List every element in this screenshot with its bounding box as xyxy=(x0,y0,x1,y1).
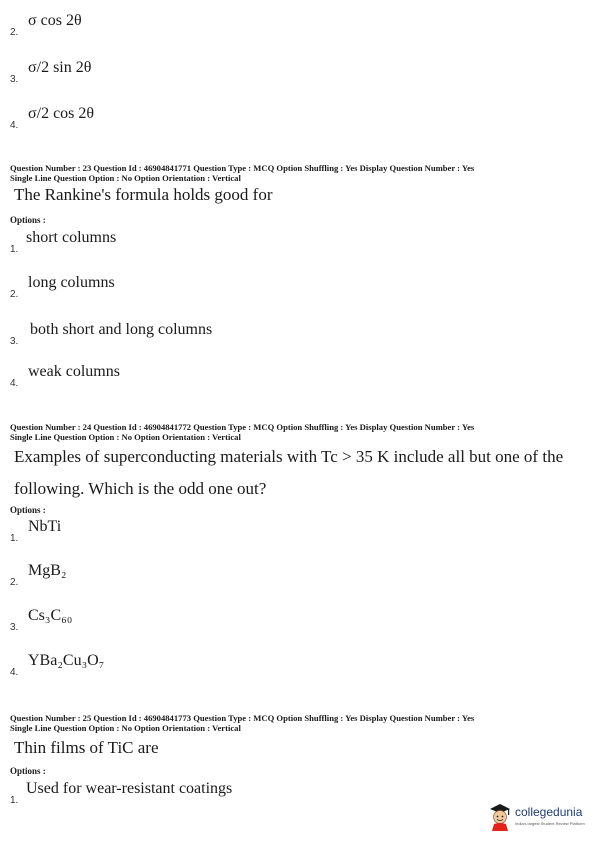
option-text: σ cos 2θ xyxy=(28,12,82,29)
question-meta-line: Question Number : 25 Question Id : 46904841773 Question Type : MCQ Option Shuffling : Yes Display Question Number : Yes xyxy=(10,713,475,723)
logo-wordmark: collegedunia xyxy=(515,805,583,819)
option-text: σ/2 sin 2θ xyxy=(28,59,92,76)
option-text: long columns xyxy=(28,274,115,291)
question-meta-line: Single Line Question Option : No Option Orientation : Vertical xyxy=(10,722,241,733)
question-meta-line: Single Line Question Option : No Option Orientation : Vertical xyxy=(10,431,241,442)
option-number: 2. xyxy=(10,27,19,38)
question-text: The Rankine's formula holds good for xyxy=(14,185,273,204)
option-number: 3. xyxy=(10,74,19,85)
question-meta-line: Single Line Question Option : No Option Orientation : Vertical xyxy=(10,172,241,183)
question-meta xyxy=(10,423,474,442)
logo-tagline: India's largest Student Review Platform xyxy=(515,821,585,826)
question-text-line: following. Which is the odd one out? xyxy=(14,479,267,498)
question-meta xyxy=(10,164,474,183)
question-meta-line: Question Number : 24 Question Id : 46904841772 Question Type : MCQ Option Shuffling : Yes Display Question Number : Yes xyxy=(10,422,475,432)
option-number: 4. xyxy=(10,667,19,678)
option-number: 3. xyxy=(10,622,19,633)
question-meta xyxy=(10,714,474,733)
options-label: Options : xyxy=(10,505,46,515)
option-number: 1. xyxy=(10,244,19,255)
question-text: Thin films of TiC are xyxy=(14,738,159,757)
option-number: 4. xyxy=(10,378,19,389)
question-text-line: Examples of superconducting materials with Tc > 35 K include all but one of the xyxy=(14,447,564,466)
option-text: Cs₃C₆₀ xyxy=(28,607,73,624)
graduate-mascot-icon xyxy=(488,801,512,831)
option-number: 2. xyxy=(10,577,19,588)
option-number: 4. xyxy=(10,120,19,131)
option-number: 2. xyxy=(10,289,19,300)
option-number: 3. xyxy=(10,336,19,347)
option-text: σ/2 cos 2θ xyxy=(28,105,95,122)
options-label: Options : xyxy=(10,215,46,225)
question-meta-line: Question Number : 23 Question Id : 46904841771 Question Type : MCQ Option Shuffling : Yes Display Question Number : Yes xyxy=(10,163,475,173)
options-label: Options : xyxy=(10,766,46,776)
option-number: 1. xyxy=(10,795,19,806)
option-text: short columns xyxy=(26,229,117,246)
option-text: weak columns xyxy=(28,363,120,380)
option-text: YBa₂Cu₃O₇ xyxy=(28,652,105,669)
option-text: NbTi xyxy=(28,518,62,535)
option-text: Used for wear-resistant coatings xyxy=(26,780,233,797)
option-text: MgB₂ xyxy=(28,562,67,579)
option-number: 1. xyxy=(10,533,19,544)
option-text: both short and long columns xyxy=(30,321,213,338)
collegedunia-logo xyxy=(488,799,588,835)
